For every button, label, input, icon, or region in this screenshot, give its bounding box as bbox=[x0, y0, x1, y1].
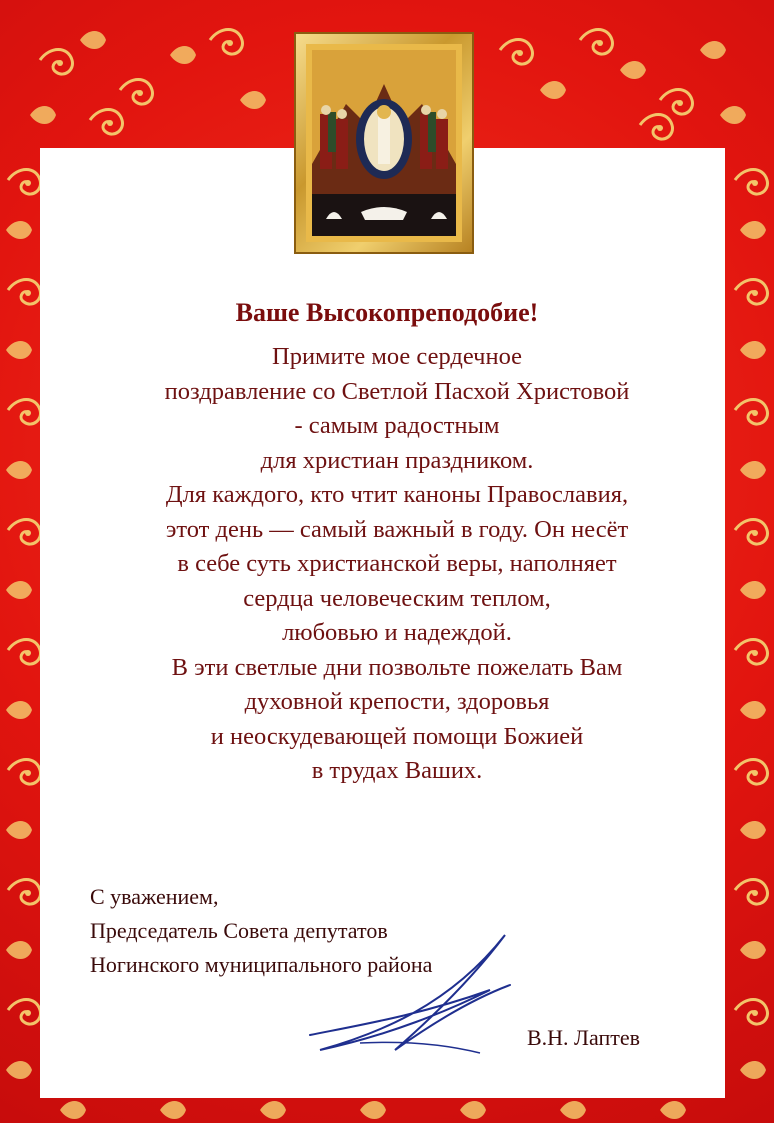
body-line: в себе суть христианской веры, наполняет bbox=[177, 550, 617, 577]
resurrection-icon-frame bbox=[296, 34, 472, 252]
closing-line: С уважением, bbox=[90, 884, 219, 909]
body-line: и неоскудевающей помощи Божией bbox=[210, 722, 584, 750]
body-line: для христиан праздником. bbox=[260, 446, 534, 474]
body-line: поздравление со Светлой Пасхой Христовой bbox=[164, 377, 630, 405]
letter-heading: Ваше Высокопреподобие! bbox=[235, 298, 539, 327]
body-line: этот день — самый важный в году. Он несёт bbox=[165, 515, 629, 543]
body-line: в трудах Ваших. bbox=[311, 757, 483, 784]
signature-mark-icon bbox=[300, 915, 530, 1065]
body-line: сердца человеческим теплом, bbox=[243, 584, 551, 612]
closing-line: Председатель Совета депутатов bbox=[90, 918, 388, 943]
body-line: духовной крепости, здоровья bbox=[244, 688, 550, 715]
resurrection-icon bbox=[306, 44, 462, 242]
body-line: любовью и надеждой. bbox=[282, 619, 512, 646]
body-line: В эти светлые дни позвольте пожелать Вам bbox=[171, 653, 623, 681]
body-line: Для каждого, кто чтит каноны Православия, bbox=[165, 481, 629, 508]
letter-body bbox=[60, 340, 734, 789]
body-line: - самым радостным bbox=[294, 412, 500, 439]
body-line: Примите мое сердечное bbox=[272, 343, 522, 370]
signer-name: В.Н. Лаптев bbox=[527, 1025, 640, 1050]
closing-line: Ногинского муниципального района bbox=[90, 952, 433, 977]
